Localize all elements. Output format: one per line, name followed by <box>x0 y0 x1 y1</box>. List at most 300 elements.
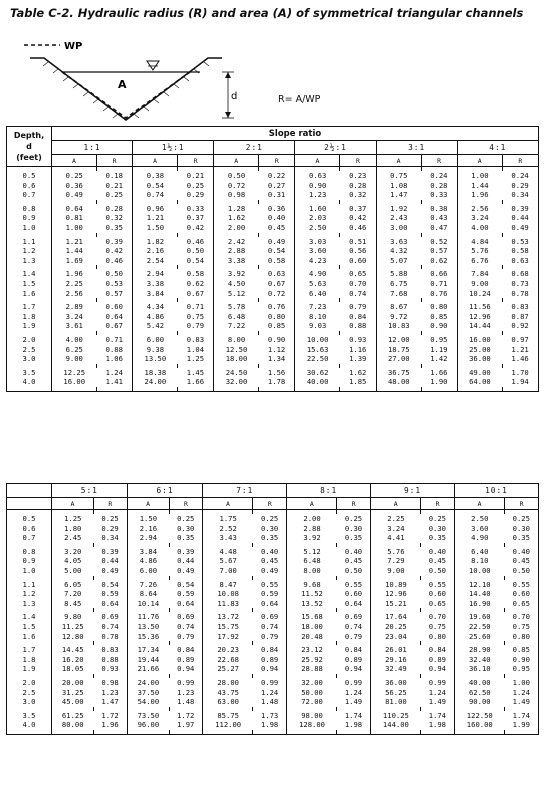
radius-cell: 0.88 <box>340 321 376 331</box>
radius-cell: 0.49 <box>169 566 203 576</box>
radius-cell: 0.38 <box>421 204 457 214</box>
radius-cell: 0.63 <box>259 269 295 279</box>
area-cell: 29.16 <box>385 654 407 664</box>
radius-cell: 0.80 <box>421 302 457 312</box>
radius-cell: 0.55 <box>337 580 371 590</box>
area-cell: 63.00 <box>217 697 239 707</box>
area-cell: 40.00 <box>468 677 491 687</box>
table-row <box>7 720 539 730</box>
table-row <box>7 190 539 200</box>
area-cell: 3.24 <box>387 523 405 533</box>
radius-cell: 0.75 <box>421 622 455 632</box>
radius-cell: 0.80 <box>505 632 539 642</box>
area-cell: 81.00 <box>385 697 407 707</box>
radius-cell: 1.48 <box>253 697 287 707</box>
depth-cell: 1.9 <box>7 664 52 674</box>
radius-cell: 1.99 <box>505 720 539 730</box>
radius-cell: 0.64 <box>253 599 287 609</box>
radius-cell: 0.55 <box>505 580 539 590</box>
radius-cell: 1.46 <box>502 354 538 364</box>
radius-cell: 1.19 <box>421 345 457 355</box>
radius-cell: 1.98 <box>253 720 287 730</box>
radius-cell: 1.24 <box>96 368 132 378</box>
depth-cell: 3.5 <box>7 368 52 378</box>
radius-cell: 1.96 <box>93 720 127 730</box>
table-row <box>7 279 539 289</box>
radius-cell: 0.53 <box>502 237 538 247</box>
depth-header-blank <box>7 484 52 498</box>
area-cell: 22.68 <box>217 654 239 664</box>
area-cell: 3.24 <box>471 213 489 223</box>
radius-cell: 0.75 <box>505 622 539 632</box>
radius-cell: 0.55 <box>253 580 287 590</box>
area-cell: 32.00 <box>301 677 323 687</box>
radius-cell: 0.25 <box>337 514 371 524</box>
radius-cell: 0.46 <box>96 256 132 266</box>
area-cell: 3.84 <box>139 546 158 556</box>
area-cell: 0.50 <box>227 171 246 180</box>
radius-cell: 1.24 <box>505 688 539 698</box>
area-cell: 9.80 <box>64 612 82 622</box>
radius-cell: 0.25 <box>169 514 203 524</box>
area-cell: 9.68 <box>303 579 321 589</box>
area-cell: 18.00 <box>301 621 323 631</box>
radius-cell: 0.79 <box>169 632 203 642</box>
radius-cell: 0.94 <box>421 664 455 674</box>
radius-cell: 0.24 <box>502 171 538 181</box>
table-row <box>7 514 539 524</box>
radius-cell: 0.99 <box>253 678 287 688</box>
depth-cell: 0.7 <box>7 533 52 543</box>
col-radius-header: R <box>169 498 203 510</box>
radius-cell: 1.74 <box>505 711 539 721</box>
area-cell: 3.03 <box>309 236 327 246</box>
radius-cell: 0.60 <box>505 589 539 599</box>
area-cell: 1.75 <box>219 514 237 523</box>
area-cell: 1.08 <box>390 180 408 190</box>
area-cell: 9.00 <box>65 354 83 364</box>
slope-ratio-3: 2:1 <box>214 141 295 155</box>
col-radius-header: R <box>253 498 287 510</box>
table-row <box>7 213 539 223</box>
area-cell: 0.49 <box>65 190 83 200</box>
radius-cell: 0.92 <box>502 321 538 331</box>
area-cell: 18.75 <box>387 344 410 354</box>
area-cell: 9.72 <box>390 311 408 321</box>
radius-cell: 0.67 <box>178 289 214 299</box>
radius-cell: 1.41 <box>96 377 132 387</box>
depth-cell: 1.5 <box>7 279 52 289</box>
col-area-header: A <box>214 155 259 167</box>
radius-cell: 1.45 <box>178 368 214 378</box>
area-cell: 1.92 <box>390 203 408 213</box>
area-cell: 11.25 <box>61 621 84 631</box>
radius-cell: 0.58 <box>178 269 214 279</box>
radius-cell: 0.42 <box>96 246 132 256</box>
area-cell: 25.92 <box>301 654 323 664</box>
radius-cell: 0.90 <box>505 655 539 665</box>
radius-cell: 0.28 <box>96 204 132 214</box>
radius-cell: 0.21 <box>178 171 214 181</box>
area-cell: 4.86 <box>146 311 165 321</box>
area-cell: 30.62 <box>306 367 329 377</box>
area-cell: 2.00 <box>227 222 246 232</box>
radius-cell: 1.90 <box>421 377 457 387</box>
radius-cell: 0.50 <box>178 246 214 256</box>
radius-cell: 0.94 <box>337 664 371 674</box>
radius-cell: 0.88 <box>93 655 127 665</box>
area-cell: 5.12 <box>303 546 321 556</box>
area-cell: 4.48 <box>219 546 237 556</box>
area-cell: 128.00 <box>299 720 326 730</box>
area-cell: 3.63 <box>390 236 408 246</box>
area-cell: 1.44 <box>471 180 489 190</box>
area-cell: 8.10 <box>471 556 489 566</box>
table-row <box>7 345 539 355</box>
radius-cell: 0.29 <box>178 190 214 200</box>
table-row <box>7 377 539 387</box>
area-cell: 98.00 <box>301 710 323 720</box>
area-cell: 3.00 <box>390 222 408 232</box>
radius-cell: 0.45 <box>253 556 287 566</box>
area-cell: 2.56 <box>471 203 489 213</box>
area-cell: 9.03 <box>309 321 327 331</box>
radius-cell: 0.40 <box>259 213 295 223</box>
area-cell: 12.00 <box>387 334 410 344</box>
area-cell: 8.00 <box>227 334 246 344</box>
area-cell: 16.00 <box>63 377 86 387</box>
area-cell: 6.76 <box>471 255 489 265</box>
radius-cell: 0.67 <box>259 279 295 289</box>
area-cell: 3.24 <box>65 311 83 321</box>
table-row <box>7 181 539 191</box>
area-cell: 24.50 <box>225 367 248 377</box>
radius-cell: 1.24 <box>421 688 455 698</box>
radius-cell: 1.85 <box>340 377 376 387</box>
area-cell: 0.64 <box>65 203 83 213</box>
radius-cell: 0.32 <box>96 213 132 223</box>
depth-cell: 0.7 <box>7 190 52 200</box>
table-row <box>7 580 539 590</box>
table-row <box>7 269 539 279</box>
area-cell: 3.61 <box>65 321 83 331</box>
area-cell: 2.54 <box>146 255 165 265</box>
area-cell: 10.00 <box>306 334 329 344</box>
area-cell: 9.00 <box>387 565 405 575</box>
radius-cell: 0.88 <box>96 345 132 355</box>
radius-cell: 0.35 <box>337 533 371 543</box>
radius-cell: 0.90 <box>259 335 295 345</box>
area-cell: 10.00 <box>468 565 491 575</box>
area-cell: 32.49 <box>385 664 407 674</box>
radius-cell: 0.89 <box>421 655 455 665</box>
area-cell: 3.92 <box>303 533 321 543</box>
table-row <box>7 556 539 566</box>
radius-cell: 0.69 <box>169 612 203 622</box>
area-cell: 2.00 <box>303 514 321 523</box>
radius-cell: 0.39 <box>93 547 127 557</box>
area-cell: 1.00 <box>65 222 83 232</box>
table-row <box>7 289 539 299</box>
area-cell: 122.50 <box>466 710 493 720</box>
area-cell: 1.82 <box>146 236 165 246</box>
area-cell: 1.25 <box>64 514 82 523</box>
radius-cell: 0.21 <box>96 181 132 191</box>
radius-cell: 0.18 <box>96 171 132 181</box>
area-cell: 17.34 <box>137 645 160 655</box>
area-cell: 23.12 <box>301 645 323 655</box>
area-cell: 8.00 <box>303 565 321 575</box>
area-cell: 48.00 <box>387 377 410 387</box>
depth-cell: 1.0 <box>7 223 52 233</box>
radius-cell: 1.39 <box>340 354 376 364</box>
radius-cell: 0.49 <box>502 223 538 233</box>
radius-cell: 0.35 <box>96 223 132 233</box>
area-cell: 24.00 <box>144 377 167 387</box>
area-cell: 0.81 <box>65 213 83 223</box>
area-cell: 1.00 <box>471 171 489 180</box>
area-cell: 6.05 <box>64 579 82 589</box>
area-cell: 13.52 <box>301 598 323 608</box>
radius-cell: 0.93 <box>340 335 376 345</box>
table-row <box>7 697 539 707</box>
radius-cell: 0.54 <box>93 580 127 590</box>
area-cell: 1.23 <box>309 190 327 200</box>
radius-cell: 1.24 <box>253 688 287 698</box>
area-cell: 6.48 <box>227 311 246 321</box>
radius-cell: 0.84 <box>340 312 376 322</box>
area-cell: 2.45 <box>64 533 82 543</box>
col-area-header: A <box>203 498 253 510</box>
depth-cell: 1.8 <box>7 655 52 665</box>
radius-cell: 0.39 <box>96 237 132 247</box>
area-cell: 12.80 <box>61 631 84 641</box>
slope-ratio-6: 10:1 <box>454 484 538 498</box>
area-cell: 4.05 <box>64 556 82 566</box>
radius-cell: 0.95 <box>505 664 539 674</box>
area-cell: 19.60 <box>468 612 491 622</box>
area-cell: 61.25 <box>61 710 84 720</box>
radius-cell: 0.64 <box>169 599 203 609</box>
area-cell: 11.56 <box>469 302 491 312</box>
radius-cell: 0.85 <box>421 312 457 322</box>
table-title: Table C-2. Hydraulic radius (R) and area (A) of symmetrical triangular channels <box>10 6 524 20</box>
area-cell: 144.00 <box>382 720 409 730</box>
depth-cell: 2.5 <box>7 688 52 698</box>
depth-cell: 1.0 <box>7 566 52 576</box>
area-cell: 5.07 <box>390 255 408 265</box>
area-cell: 3.84 <box>146 288 165 298</box>
radius-cell: 0.64 <box>96 312 132 322</box>
area-cell: 36.00 <box>469 354 491 364</box>
radius-cell: 1.23 <box>93 688 127 698</box>
radius-cell: 0.51 <box>340 237 376 247</box>
table-row <box>7 664 539 674</box>
area-cell: 4.86 <box>139 556 158 566</box>
radius-cell: 1.66 <box>178 377 214 387</box>
radius-cell: 0.30 <box>169 524 203 534</box>
area-cell: 2.52 <box>219 523 237 533</box>
table-row <box>7 622 539 632</box>
radius-cell: 0.44 <box>93 556 127 566</box>
radius-cell: 0.25 <box>93 514 127 524</box>
slope-ratio-5: 9:1 <box>371 484 455 498</box>
area-cell: 3.60 <box>471 523 489 533</box>
radius-cell: 0.52 <box>421 237 457 247</box>
depth-cell: 2.5 <box>7 345 52 355</box>
area-cell: 5.76 <box>387 546 405 556</box>
area-cell: 11.83 <box>217 598 239 608</box>
area-cell: 43.75 <box>217 687 239 697</box>
radius-cell: 0.54 <box>169 580 203 590</box>
radius-cell: 0.68 <box>502 269 538 279</box>
radius-cell: 1.98 <box>337 720 371 730</box>
radius-cell: 0.45 <box>421 556 455 566</box>
radius-cell: 1.48 <box>169 697 203 707</box>
area-cell: 26.01 <box>385 645 407 655</box>
radius-cell: 0.50 <box>337 566 371 576</box>
area-cell: 0.72 <box>227 180 246 190</box>
col-radius-header: R <box>93 498 127 510</box>
col-radius-header: R <box>96 155 132 167</box>
area-cell: 5.88 <box>390 269 408 279</box>
area-cell: 3.60 <box>309 246 327 256</box>
depth-cell: 2.0 <box>7 678 52 688</box>
radius-cell: 0.28 <box>340 181 376 191</box>
radius-cell: 0.79 <box>340 302 376 312</box>
depth-cell: 1.8 <box>7 312 52 322</box>
area-cell: 6.00 <box>146 334 165 344</box>
area-cell: 1.80 <box>64 523 82 533</box>
radius-cell: 0.99 <box>421 678 455 688</box>
col-radius-header: R <box>178 155 214 167</box>
slope-ratio-6: 4:1 <box>457 141 538 155</box>
area-cell: 7.26 <box>139 579 158 589</box>
area-cell: 2.42 <box>227 236 246 246</box>
area-cell: 13.72 <box>217 612 239 622</box>
radius-cell: 0.49 <box>253 566 287 576</box>
table-row <box>7 632 539 642</box>
depth-cell: 1.1 <box>7 237 52 247</box>
area-cell: 64.00 <box>469 377 491 387</box>
area-cell: 1.47 <box>390 190 408 200</box>
area-cell: 2.16 <box>139 523 158 533</box>
area-cell: 7.20 <box>64 589 82 599</box>
depth-cell: 1.6 <box>7 289 52 299</box>
radius-cell: 0.89 <box>169 655 203 665</box>
area-cell: 8.47 <box>219 579 237 589</box>
area-cell: 15.63 <box>306 344 329 354</box>
area-cell: 4.23 <box>309 255 327 265</box>
radius-cell: 0.76 <box>259 302 295 312</box>
radius-cell: 0.30 <box>253 524 287 534</box>
depth-cell: 4.0 <box>7 377 52 387</box>
area-cell: 4.50 <box>227 278 246 288</box>
radius-cell: 0.29 <box>93 524 127 534</box>
area-cell: 6.75 <box>390 278 408 288</box>
col-area-header: A <box>295 155 340 167</box>
col-area-header: A <box>52 155 97 167</box>
channel-cross-section-diagram <box>22 32 282 132</box>
col-area-header: A <box>287 498 337 510</box>
radius-cell: 1.12 <box>259 345 295 355</box>
table-row <box>7 612 539 622</box>
area-cell: 8.45 <box>64 598 82 608</box>
radius-cell: 0.42 <box>178 223 214 233</box>
area-label: A <box>118 78 127 91</box>
radius-cell: 0.30 <box>337 524 371 534</box>
radius-cell: 0.76 <box>421 289 457 299</box>
slope-ratio-2: 1½:1 <box>133 141 214 155</box>
table-row <box>7 678 539 688</box>
radius-cell: 0.80 <box>421 632 455 642</box>
depth-cell: 3.0 <box>7 354 52 364</box>
col-radius-header: R <box>502 155 538 167</box>
table-row <box>7 204 539 214</box>
area-cell: 7.68 <box>390 288 408 298</box>
radius-cell: 0.65 <box>505 599 539 609</box>
area-cell: 0.90 <box>309 180 327 190</box>
radius-cell: 0.74 <box>93 622 127 632</box>
radius-cell: 0.94 <box>169 664 203 674</box>
table-row <box>7 171 539 181</box>
radius-cell: 1.97 <box>169 720 203 730</box>
radius-cell: 0.95 <box>421 335 457 345</box>
radius-cell: 0.25 <box>178 181 214 191</box>
area-cell: 1.28 <box>227 203 246 213</box>
area-cell: 5.12 <box>227 288 246 298</box>
radius-cell: 1.72 <box>169 711 203 721</box>
radius-cell: 0.64 <box>93 599 127 609</box>
depth-cell: 4.0 <box>7 720 52 730</box>
area-cell: 160.00 <box>466 720 493 730</box>
radius-cell: 1.21 <box>502 345 538 355</box>
depth-cell: 0.5 <box>7 514 52 524</box>
depth-cell: 0.9 <box>7 213 52 223</box>
area-cell: 40.00 <box>306 377 329 387</box>
radius-cell: 0.60 <box>340 256 376 266</box>
depth-label: d <box>231 91 238 102</box>
radius-cell: 0.35 <box>253 533 287 543</box>
col-radius-header: R <box>421 498 455 510</box>
radius-cell: 0.66 <box>421 269 457 279</box>
area-cell: 110.25 <box>382 710 409 720</box>
area-cell: 1.69 <box>65 255 83 265</box>
area-cell: 17.64 <box>385 612 407 622</box>
radius-cell: 0.83 <box>178 335 214 345</box>
radius-cell: 0.55 <box>421 580 455 590</box>
radius-cell: 0.25 <box>253 514 287 524</box>
table-slopes-5-to-10 <box>6 483 539 735</box>
area-cell: 6.40 <box>471 546 489 556</box>
area-cell: 19.44 <box>137 654 160 664</box>
table-row <box>7 302 539 312</box>
area-cell: 10.24 <box>469 288 491 298</box>
area-cell: 2.03 <box>309 213 327 223</box>
radius-cell: 0.59 <box>169 589 203 599</box>
depth-cell: 3.0 <box>7 697 52 707</box>
area-cell: 3.38 <box>227 255 246 265</box>
area-cell: 7.22 <box>227 321 246 331</box>
radius-cell: 1.72 <box>93 711 127 721</box>
table-row <box>7 246 539 256</box>
depth-cell: 0.5 <box>7 171 52 181</box>
area-cell: 3.43 <box>219 533 237 543</box>
radius-cell: 1.06 <box>96 354 132 364</box>
table-row <box>7 566 539 576</box>
area-cell: 6.00 <box>139 565 158 575</box>
radius-cell: 0.74 <box>169 622 203 632</box>
